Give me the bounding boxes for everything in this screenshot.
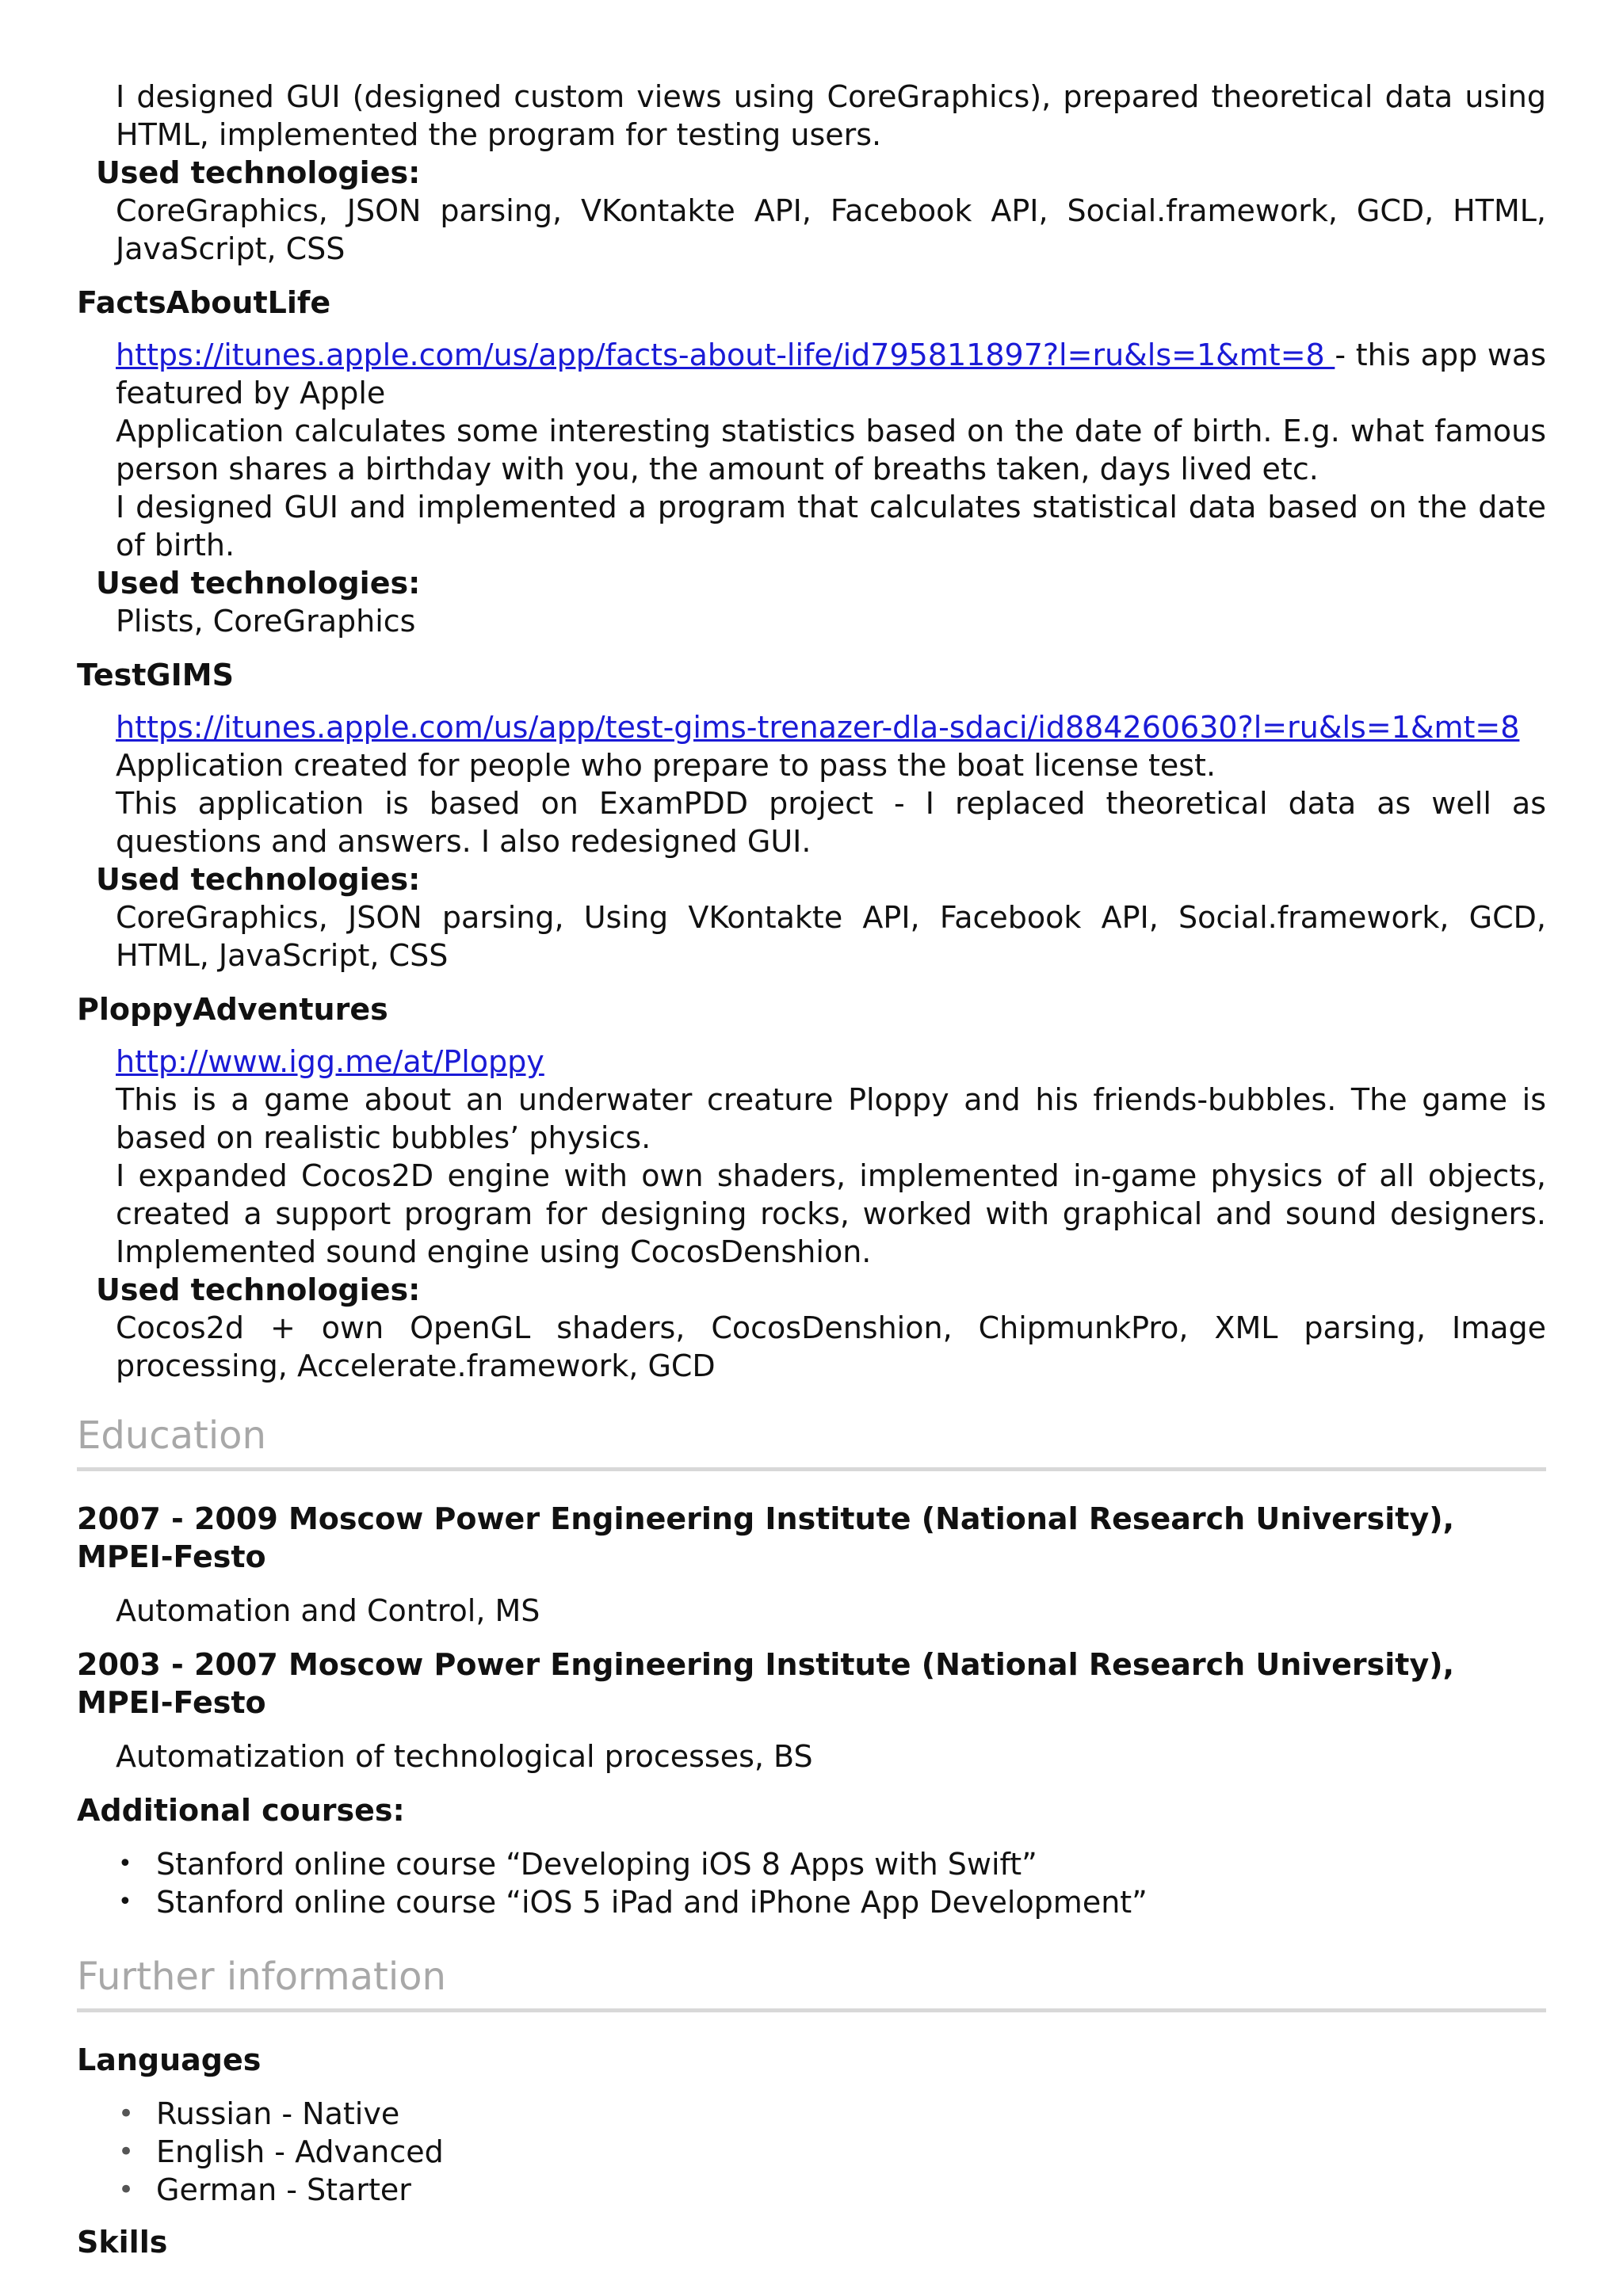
technologies-list: CoreGraphics, JSON parsing, Using VKontakte API, Facebook API, Social.framework, GCD, HTML, JavaScript, CSS — [116, 900, 1546, 973]
bullet-icon: • — [118, 2174, 135, 2206]
list-item — [77, 2171, 1546, 2209]
languages-list — [77, 2095, 1546, 2209]
bullet-icon: • — [118, 1888, 132, 1916]
skills-label: Skills — [77, 2225, 168, 2260]
additional-courses-label: Additional courses: — [77, 1793, 405, 1828]
used-technologies-label: Used technologies: — [96, 862, 421, 897]
languages-label: Languages — [77, 2042, 262, 2077]
project-link-line — [116, 1043, 1546, 1081]
project-title-factsaboutlife: FactsAboutLife — [77, 285, 331, 320]
link-suffix: - this app was featured by Apple — [116, 338, 1547, 410]
used-technologies-label: Used technologies: — [96, 1272, 421, 1307]
education-entry-detail: Automation and Control, MS — [116, 1593, 540, 1628]
bullet-icon: • — [118, 2098, 135, 2130]
technologies-list: Cocos2d + own OpenGL shaders, CocosDenshion, ChipmunkPro, XML parsing, Image processing, Accelerate.framework, GCD — [116, 1310, 1546, 1383]
app-store-link-testgims[interactable]: https://itunes.apple.com/us/app/test-gims-trenazer-dla-sdaci/id884260630?l=ru&ls=1&mt=8 — [116, 710, 1520, 745]
section-heading-further-information: Further information — [77, 1953, 1546, 2012]
project-description: This is a game about an underwater creature Ploppy and his friends-bubbles. The game is based on realistic bubbles’ physics. — [116, 1082, 1546, 1155]
language-label: German - Starter — [156, 2172, 411, 2207]
project-link-line — [116, 336, 1546, 412]
used-technologies-label: Used technologies: — [96, 155, 421, 190]
list-item — [77, 1845, 1546, 1883]
project-link-line — [116, 708, 1546, 746]
project-contribution: This application is based on ExamPDD project - I replaced theoretical data as well as questions and answers. I also redesigned GUI. — [116, 786, 1546, 859]
language-label: Russian - Native — [156, 2096, 400, 2131]
bullet-icon: • — [118, 2136, 135, 2168]
course-label: Stanford online course “Developing iOS 8 Apps with Swift” — [156, 1847, 1037, 1882]
app-store-link-factsaboutlife[interactable]: https://itunes.apple.com/us/app/facts-about-life/id795811897?l=ru&ls=1&mt=8 — [116, 338, 1335, 372]
used-technologies-label: Used technologies: — [96, 566, 421, 601]
project-link-ploppy[interactable]: http://www.igg.me/at/Ploppy — [116, 1044, 544, 1079]
project-description: Application calculates some interesting statistics based on the date of birth. E.g. what famous person shares a birthday with you, the amount of breaths taken, days lived etc. — [116, 414, 1546, 486]
list-item — [77, 1883, 1546, 1921]
education-entry-detail: Automatization of technological processes, BS — [116, 1739, 813, 1774]
technologies-list: Plists, CoreGraphics — [116, 604, 416, 639]
resume-page — [77, 78, 1546, 2277]
courses-list — [77, 1845, 1546, 1921]
list-item — [77, 2133, 1546, 2171]
project-contribution: I designed GUI and implemented a program that calculates statistical data based on the date of birth. — [116, 490, 1546, 563]
project-title-testgims: TestGIMS — [77, 658, 234, 692]
education-entry-title: 2003 - 2007 Moscow Power Engineering Institute (National Research University), MPEI-Festo — [77, 1647, 1455, 1720]
project-contribution: I expanded Cocos2D engine with own shaders, implemented in-game physics of all objects, created a support program for designing rocks, worked with graphical and sound designers. Implemented sound engine using CocosDenshion. — [116, 1158, 1546, 1269]
language-label: English - Advanced — [156, 2134, 444, 2169]
education-entry-title: 2007 - 2009 Moscow Power Engineering Institute (National Research University), MPEI-Festo — [77, 1501, 1455, 1574]
intro-paragraph: I designed GUI (designed custom views using CoreGraphics), prepared theoretical data using HTML, implemented the program for testing users. — [116, 79, 1546, 152]
section-heading-education: Education — [77, 1412, 1546, 1471]
technologies-list: CoreGraphics, JSON parsing, VKontakte API, Facebook API, Social.framework, GCD, HTML, JavaScript, CSS — [116, 193, 1546, 266]
project-description: Application created for people who prepare to pass the boat license test. — [116, 748, 1216, 783]
list-item — [77, 2095, 1546, 2133]
bullet-icon: • — [118, 1850, 132, 1878]
project-title-ploppyadventures: PloppyAdventures — [77, 992, 388, 1027]
course-label: Stanford online course “iOS 5 iPad and iPhone App Development” — [156, 1885, 1148, 1920]
